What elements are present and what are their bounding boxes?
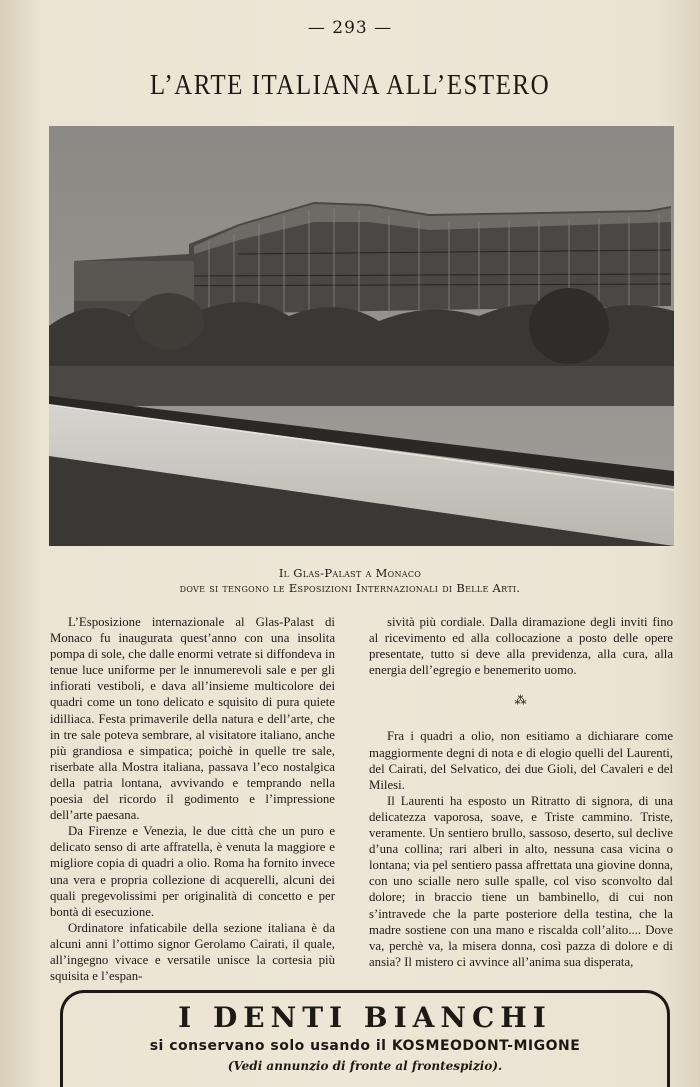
paragraph: Da Firenze e Venezia, le due città che un puro e delicato senso di arte affratella, è venuta la maggiore e migliore copia di quadri a olio. Roma ha fornito invece una vera e propria collezione di acquerelli, alcuni dei quali pregevolissimi per originalità di concetto e per bontà di esecuzione. xyxy=(50,824,335,919)
caption-line-1: Il Glas-Palast a Monaco xyxy=(278,566,422,580)
paragraph: Fra i quadri a olio, non esitiamo a dichiarare come maggiormente degni di nota e di elogio quelli del Laurenti, del Cairati, del Selvatico, dei due Gioli, del Cavaleri e del Milesi. xyxy=(369,729,673,792)
paragraph: L’Esposizione internazionale al Glas-Palast di Monaco fu inaugurata quest’anno con una insolita pompa di sole, che dalle enormi vetrate si diffondeva in tenue luce uniforme per le innumerevoli sale e per gli infiorati vestiboli, e dava all’insieme multicolore dei quadri come un tono delicato e squisito di pura quiete idilliaca. Festa primaverile della natura e dell’arte, che in tre sale poteva sembrare, al visitatore italiano, anche più grandiosa e simpatica; poichè in quelle tre sale, riserbate alla Mostra italiana, passava l’eco nostalgica della patria lontana, avvivando e temprando nella poesia del ricordo il godimento e l’impressione dell’arte paesana. xyxy=(50,615,335,823)
paragraph: Ordinatore infaticabile della sezione italiana è da alcuni anni l’ottimo signor Gerolamo Cairati, il quale, all’ingegno vivace e versatile unisce la cortesia più squisita e l’espan- xyxy=(50,920,335,984)
glas-palast-photograph xyxy=(49,126,674,546)
caption-line-2: dove si tengono le Esposizioni Internazionali di Belle Arti. xyxy=(179,581,521,595)
paragraph: sività più cordiale. Dalla diramazione degli inviti fino al ricevimento ed alla collocazione a posto delle opere presentate, tutto si deve alla previdenza, alla cura, alla energia dell’egregio e benemerito uomo. xyxy=(369,615,673,678)
right-column xyxy=(369,614,673,970)
glas-palast-photograph-drawing xyxy=(49,126,674,546)
left-column xyxy=(50,614,335,984)
article-title: L’ARTE ITALIANA ALL’ESTERO xyxy=(149,69,551,101)
advertisement-headline: I DENTI BIANCHI xyxy=(178,1001,552,1034)
photo-caption xyxy=(0,566,700,596)
paragraph: Il Laurenti ha esposto un Ritratto di signora, di una delicatezza vaporosa, soave, e Triste cammino. Triste, veramente. Un sentiero brullo, sassoso, deserto, sul declive d’una collina; rari alberi in alto, nessuna casa vicina o lontana; via pel sentiero passa affrettata una giovine donna, con uno scialle nero sulle spalle, col viso sconvolto dal dolore; in braccio tiene un bambinello, di cui non s’intravede che la parte posteriore della testina, che la madre sostiene con una mano e riscalda coll’alito.... Dove va, perchè va, la misera donna, così pazza di dolore e di ansia? Il mistero ci avvince all’anima sua disperata, xyxy=(369,793,673,969)
advertisement-box xyxy=(60,990,670,1087)
advertisement-note: (Vedi annunzio di fronte al frontespizio). xyxy=(227,1059,503,1073)
section-asterism: ⁂ xyxy=(514,693,528,708)
page-number: — 293 — xyxy=(307,18,393,38)
advertisement-line: si conservano solo usando il KOSMEODONT-MIGONE xyxy=(149,1038,581,1054)
